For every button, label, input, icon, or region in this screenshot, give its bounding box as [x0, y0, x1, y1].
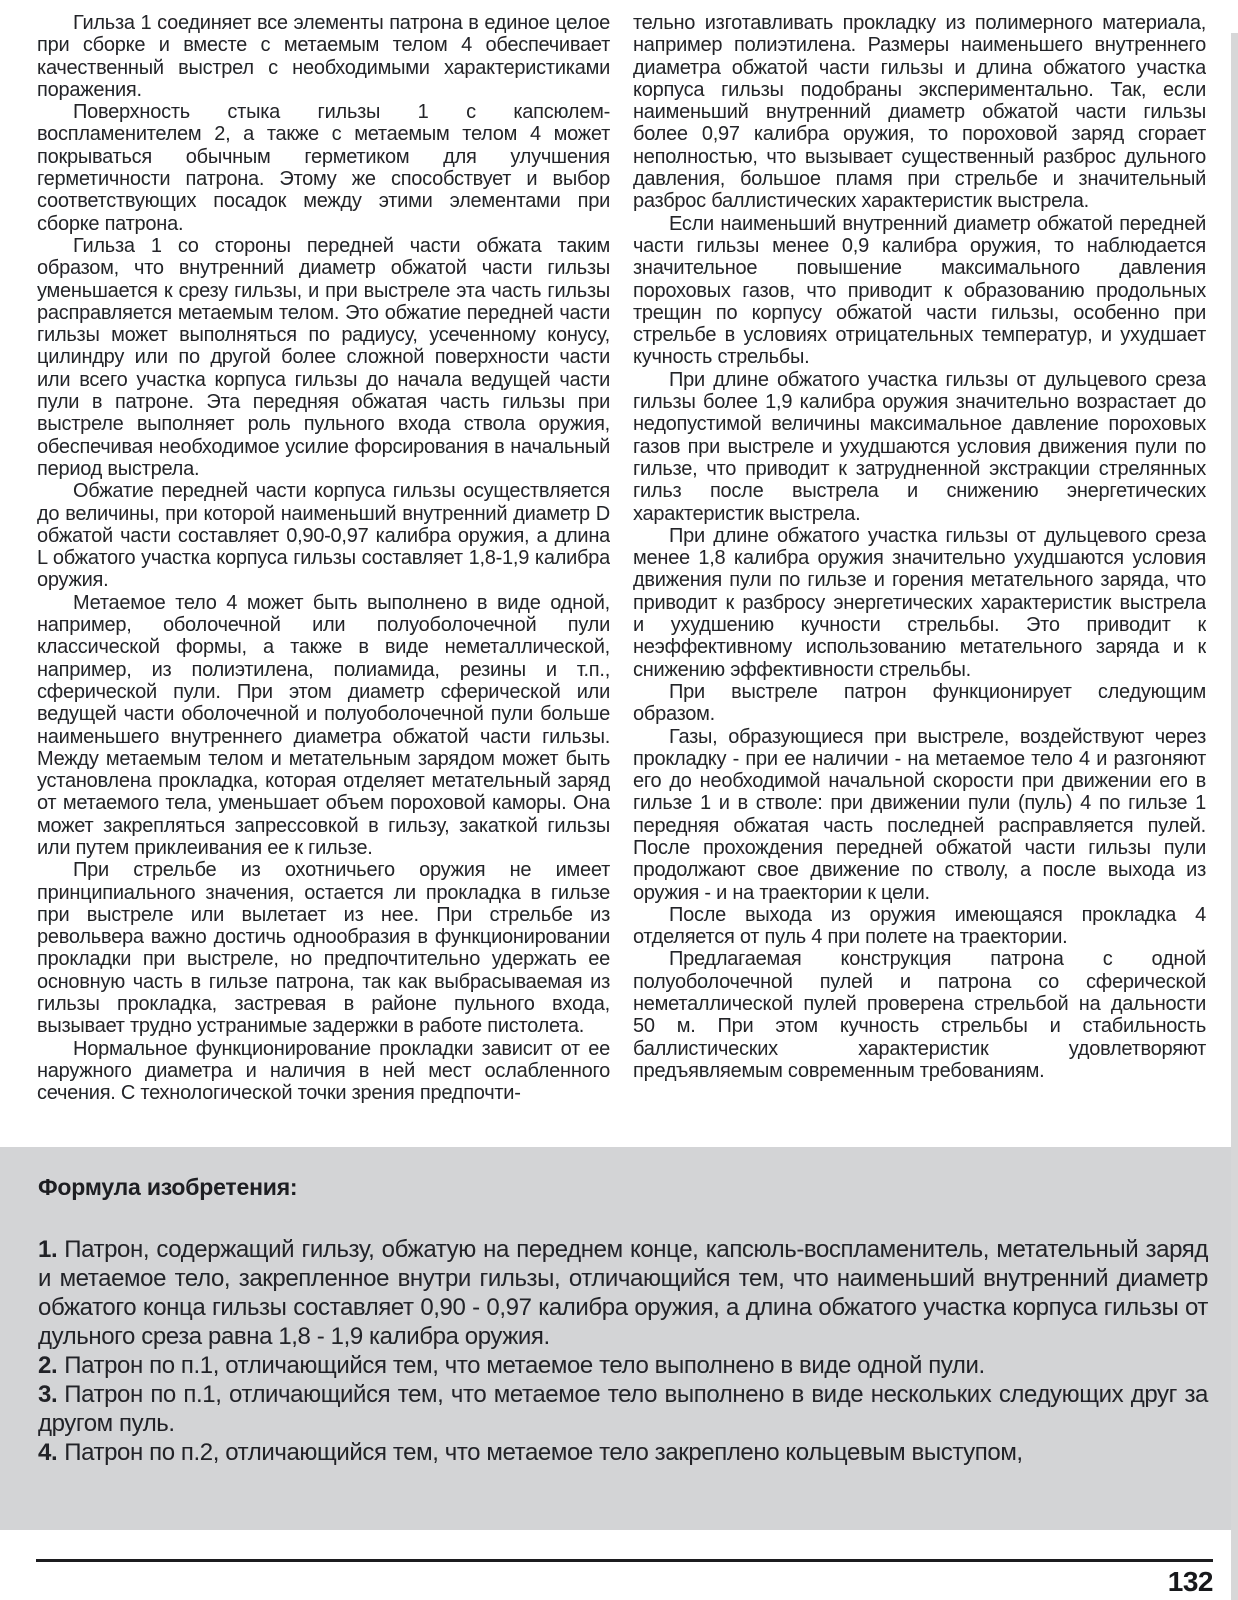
claim-item — [38, 1438, 1208, 1467]
footer-divider — [36, 1559, 1213, 1562]
body-text-columns — [37, 12, 1206, 1134]
body-paragraph: При длине обжатого участка гильзы от дульцевого среза менее 1,8 калибра оружия значительно ухудшаются условия движения пули по гильзе и горения метательного заряда, что приводит к разбросу энергетических характеристик выстрела и ухудшению кучности стрельбы. Это приводит к неэффективному использованию метательного заряда и к снижению эффективности стрельбы. — [633, 524, 1206, 681]
body-paragraph: При стрельбе из охотничьего оружия не имеет принципиального значения, остается ли прокладка в гильзе при выстреле или вылетает из нее. При стрельбе из револьвера важно достичь однообразия в функционировании прокладки при выстреле, но предпочтительно удержать ее основную часть в гильзе патрона, так как выбрасываемая из гильзы прокладка, застревая в районе пульного входа, вызывает трудно устранимые задержки в работе пистолета. — [37, 859, 610, 1038]
claim-number: 1. — [38, 1236, 58, 1263]
body-paragraph: Газы, образующиеся при выстреле, воздействуют через прокладку - при ее наличии - на метаемое тело 4 и разгоняют его до необходимой начальной скорости при движении его в гильзе 1 и в стволе: при движении пули (пуль) 4 по гильзе 1 передняя обжатая часть последней расправляется пулей. После прохождения передней обжатой части гильзы пули продолжают свое движение по стволу, а после выхода из оружия - и на траектории к цели. — [633, 725, 1206, 904]
claim-text: Патрон, содержащий гильзу, обжатую на переднем конце, капсюль-воспламенитель, метательный заряд и метаемое тело, закрепленное внутри гильзы, отличающийся тем, что наименьший внутренний диаметр обжатого конца гильзы составляет 0,90 - 0,97 калибра оружия, а длина обжатого участка корпуса гильзы от дульного среза равна 1,8 - 1,9 калибра оружия. — [38, 1236, 1208, 1350]
left-column — [37, 12, 610, 1134]
claims-section — [0, 1147, 1238, 1530]
body-paragraph: Гильза 1 соединяет все элементы патрона в единое целое при сборке и вместе с метаемым телом 4 обеспечивает качественный выстрел с необходимыми характеристиками поражения. — [37, 12, 610, 101]
body-paragraph: Предлагаемая конструкция патрона с одной полуоболочечной пулей и патрона со сферической неметаллической пулей проверена стрельбой на дальности 50 м. При этом кучность стрельбы и стабильность баллистических характеристик удовлетворяют предъявляемым современным требованиям. — [633, 948, 1206, 1082]
body-paragraph: После выхода из оружия имеющаяся прокладка 4 отделяется от пуль 4 при полете на траектории. — [633, 903, 1206, 949]
scan-edge-shadow — [1231, 33, 1238, 1600]
body-paragraph: Гильза 1 со стороны передней части обжата таким образом, что внутренний диаметр обжатой части гильзы уменьшается к срезу гильзы, и при выстреле эта часть гильзы расправляется метаемым телом. Это обжатие передней части гильзы может выполняться по радиусу, усеченному конусу, цилиндру или по другой более сложной поверхности части или всего участка корпуса гильзы до начала ведущей части пули в патроне. Эта передняя обжатая часть гильзы при выстреле выполняет роль пульного входа ствола оружия, обеспечивая необходимое усилие форсирования в начальный период выстрела. — [37, 234, 610, 480]
claim-item — [38, 1380, 1208, 1438]
claim-text: Патрон по п.1, отличающийся тем, что метаемое тело выполнено в виде нескольких следующих друг за другом пуль. — [38, 1381, 1208, 1437]
claim-item — [38, 1235, 1208, 1351]
claims-heading: Формула изобретения: — [38, 1174, 298, 1200]
body-paragraph: Нормальное функционирование прокладки зависит от ее наружного диаметра и наличия в ней мест ослабленного сечения. С технологической точки зрения предпочти- — [37, 1037, 610, 1105]
claim-item — [38, 1351, 1208, 1380]
body-paragraph: При длине обжатого участка гильзы от дульцевого среза гильзы более 1,9 калибра оружия значительно возрастает до недопустимой величины максимальное давление пороховых газов при выстреле и ухудшаются условия движения пули по гильзе, что приводит к затрудненной экстракции стрелянных гильз после выстрела и снижению энергетических характеристик выстрела. — [633, 368, 1206, 525]
claim-number: 3. — [38, 1381, 58, 1408]
body-paragraph: При выстреле патрон функционирует следующим образом. — [633, 680, 1206, 726]
claim-text: Патрон по п.2, отличающийся тем, что метаемое тело закреплено кольцевым выступом, — [64, 1439, 1023, 1466]
body-paragraph-continuation: тельно изготавливать прокладку из полимерного материала, например полиэтилена. Размеры наименьшего внутреннего диаметра обжатой части гильзы и длина обжатого участка корпуса гильзы подобраны экспериментально. Так, если наименьший внутренний диаметр обжатой части гильзы более 0,97 калибра оружия, то пороховой заряд сгорает неполностью, что вызывает существенный разброс дульного давления, большое пламя при стрельбе и значительный разброс баллистических характеристик выстрела. — [633, 12, 1206, 213]
claim-text: Патрон по п.1, отличающийся тем, что метаемое тело выполнено в виде одной пули. — [64, 1352, 985, 1379]
body-paragraph: Поверхность стыка гильзы 1 с капсюлем-воспламенителем 2, а также с метаемым телом 4 может покрываться обычным герметиком для улучшения герметичности патрона. Этому же способствует и выбор соответствующих посадок между этими элементами при сборке патрона. — [37, 101, 610, 235]
body-paragraph: Метаемое тело 4 может быть выполнено в виде одной, например, оболочечной или полуоболочечной пули классической формы, а также в виде неметаллической, например, из полиэтилена, полиамида, резины и т.п., сферической пули. При этом диаметр сферической или ведущей части оболочечной и полуоболочечной пули больше наименьшего внутреннего диаметра обжатой части гильзы. Между метаемым телом и метательным зарядом может быть установлена прокладка, которая отделяет метательный заряд от метаемого тела, уменьшает объем пороховой каморы. Она может закрепляться запрессовкой в гильзу, закаткой гильзы или путем приклеивания ее к гильзе. — [37, 591, 610, 859]
claim-number: 4. — [38, 1439, 58, 1466]
body-paragraph: Если наименьший внутренний диаметр обжатой передней части гильзы менее 0,9 калибра оружия, то наблюдается значительное повышение максимального давления пороховых газов, что приводит к образованию продольных трещин по корпусу обжатой части гильзы, особенно при стрельбе в условиях отрицательных температур, и ухудшает кучность стрельбы. — [633, 212, 1206, 369]
page-number: 132 — [1167, 1566, 1213, 1597]
right-column — [633, 12, 1206, 1134]
claim-number: 2. — [38, 1352, 58, 1379]
body-paragraph: Обжатие передней части корпуса гильзы осуществляется до величины, при которой наименьший внутренний диаметр D обжатой части составляет 0,90-0,97 калибра оружия, а длина L обжатого участка корпуса гильзы составляет 1,8-1,9 калибра оружия. — [37, 480, 610, 592]
